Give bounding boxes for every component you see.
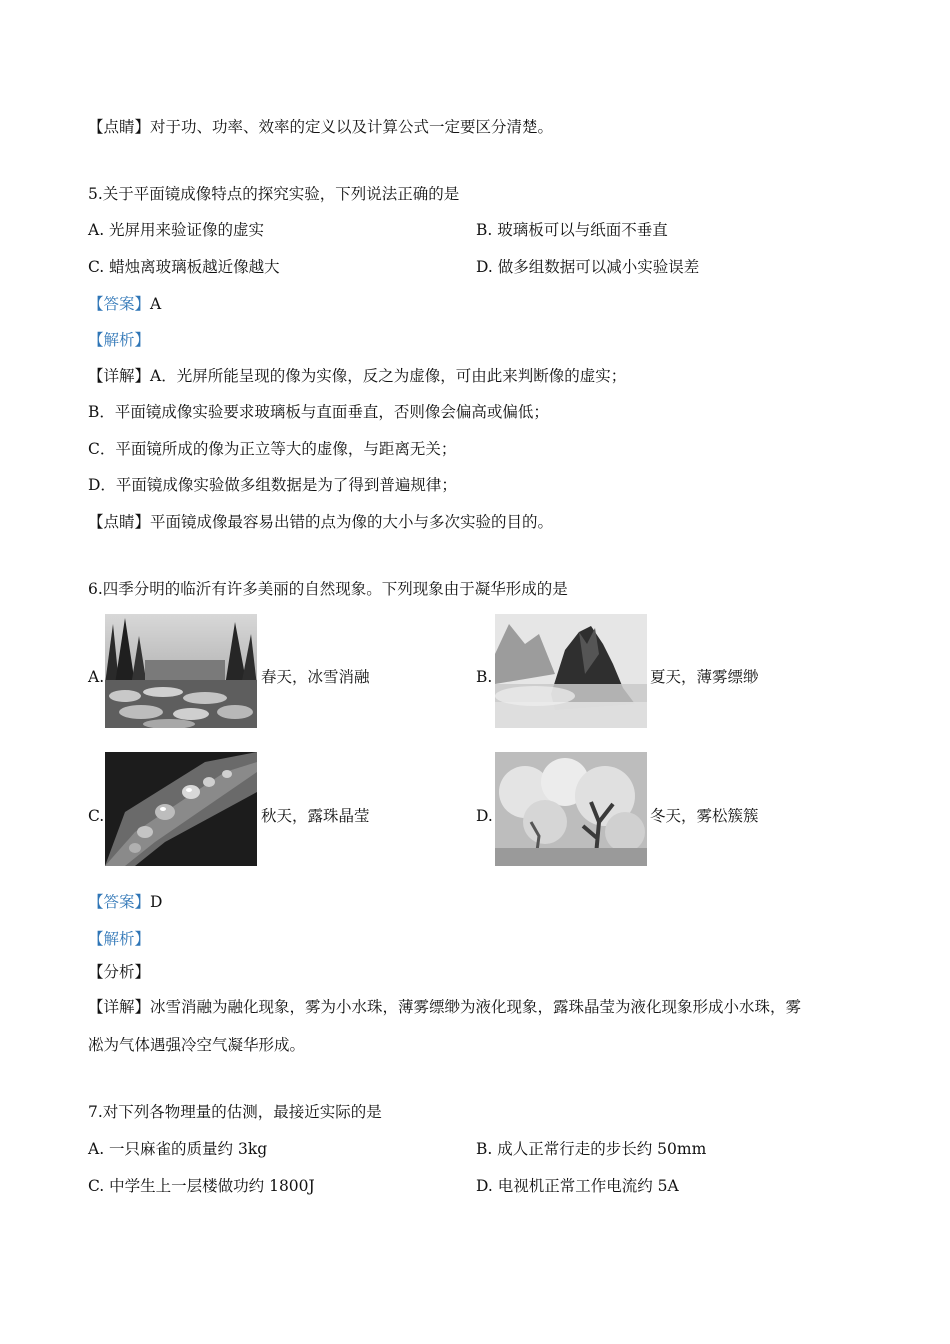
q5-detail-c: C．平面镜所成的像为正立等大的虚像，与距离无关； xyxy=(88,440,457,458)
q6-option-d-caption: 冬天，雾松簇簇 xyxy=(650,807,759,825)
q6-option-c-caption: 秋天，露珠晶莹 xyxy=(261,807,370,825)
q7-option-b: B. 成人正常行走的步长约 50mm xyxy=(476,1140,707,1158)
q5-detail-d: D．平面镜成像实验做多组数据是为了得到普遍规律； xyxy=(88,476,457,494)
q6-fenxi-tag: 【分析】 xyxy=(88,963,151,981)
q6-option-c-letter: C. xyxy=(88,807,105,825)
answer-tag: 【答案】 xyxy=(88,893,151,911)
answer-value: A xyxy=(150,295,162,313)
rime-tree-photo xyxy=(495,752,647,866)
q5-detail-b: B．平面镜成像实验要求玻璃板与直面垂直，否则像会偏高或偏低； xyxy=(88,403,549,421)
dianjing-note: 【点睛】对于功、功率、效率的定义以及计算公式一定要区分清楚。 xyxy=(88,118,554,136)
q6-detail-line2: 凇为气体遇强冷空气凝华形成。 xyxy=(88,1036,306,1054)
q5-jiexi-tag: 【解析】 xyxy=(88,331,151,349)
q6-jiexi-tag: 【解析】 xyxy=(88,930,151,948)
q7-stem: 7.对下列各物理量的估测，最接近实际的是 xyxy=(88,1103,382,1121)
q5-dianjing: 【点睛】平面镜成像最容易出错的点为像的大小与多次实验的目的。 xyxy=(88,513,554,531)
q6-option-a-caption: 春天，冰雪消融 xyxy=(261,668,370,686)
q7-option-c: C. 中学生上一层楼做功约 1800J xyxy=(88,1177,315,1195)
q5-option-c: C. 蜡烛离玻璃板越近像越大 xyxy=(88,258,280,276)
dew-drops-photo xyxy=(105,752,257,866)
q7-option-a: A. 一只麻雀的质量约 3kg xyxy=(88,1140,268,1158)
q5-option-a: A. 光屏用来验证像的虚实 xyxy=(88,221,265,239)
q6-option-d-letter: D. xyxy=(476,807,493,825)
melting-snow-photo xyxy=(105,614,257,728)
q5-option-d: D. 做多组数据可以减小实验误差 xyxy=(476,258,700,276)
q6-detail-line1: 【详解】冰雪消融为融化现象，雾为小水珠，薄雾缥缈为液化现象，露珠晶莹为液化现象形成小水珠，雾 xyxy=(88,998,802,1016)
q5-detail-a: 【详解】A．光屏所能呈现的像为实像，反之为虚像，可由此来判断像的虚实； xyxy=(88,367,627,385)
q6-answer xyxy=(88,891,162,913)
mist-mountain-photo xyxy=(495,614,647,728)
q6-stem: 6.四季分明的临沂有许多美丽的自然现象。下列现象由于凝华形成的是 xyxy=(88,580,568,598)
answer-value: D xyxy=(150,893,163,911)
q6-option-b-caption: 夏天，薄雾缥缈 xyxy=(650,668,759,686)
q6-option-a-letter: A. xyxy=(88,668,105,686)
q5-answer xyxy=(88,293,161,315)
q6-option-b-letter: B. xyxy=(476,668,493,686)
q7-option-d: D. 电视机正常工作电流约 5A xyxy=(476,1177,679,1195)
answer-tag: 【答案】 xyxy=(88,295,151,313)
q5-option-b: B. 玻璃板可以与纸面不垂直 xyxy=(476,221,668,239)
q5-stem: 5.关于平面镜成像特点的探究实验，下列说法正确的是 xyxy=(88,185,460,203)
